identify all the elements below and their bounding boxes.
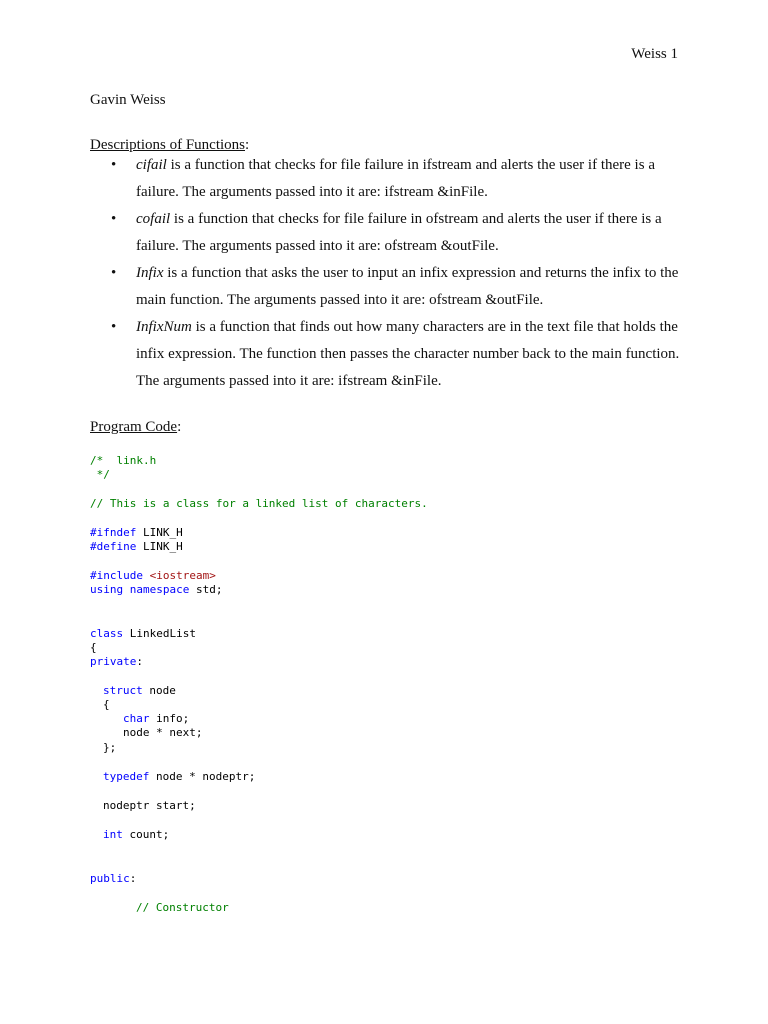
descriptions-heading-colon: : — [245, 137, 250, 153]
code-line — [90, 540, 183, 553]
descriptions-heading-text: Descriptions of Functions — [90, 137, 245, 153]
code-line: // Constructor — [136, 901, 229, 914]
function-description: is a function that finds out how many characters are in the text file that holds the infix expression. The function then passes the character number back to the main function. The arguments passed into it are: ifstream &inFile. — [136, 319, 680, 389]
code-token: LINK_H — [136, 540, 183, 553]
code-line: { — [90, 641, 97, 654]
code-token: struct — [103, 684, 143, 697]
code-line: node * next; — [123, 726, 203, 739]
bullet-icon: • — [111, 211, 117, 227]
code-line — [103, 770, 255, 783]
list-item — [90, 152, 680, 206]
code-line — [103, 684, 176, 697]
code-token: namespace — [129, 583, 190, 596]
code-line — [103, 828, 169, 841]
code-line — [90, 583, 222, 596]
program-code-heading — [90, 419, 181, 436]
code-token: count; — [122, 828, 170, 841]
code-token: #include — [90, 569, 143, 582]
list-item — [90, 260, 680, 314]
code-line — [90, 526, 183, 539]
code-line: { — [103, 698, 110, 711]
code-token: #define — [90, 540, 137, 553]
code-line — [90, 872, 136, 885]
list-item — [90, 314, 680, 395]
code-line: nodeptr start; — [103, 799, 196, 812]
code-token: : — [136, 655, 143, 668]
code-line: */ — [90, 468, 110, 481]
code-token: typedef — [103, 770, 150, 783]
code-token: public — [90, 872, 130, 885]
code-line: }; — [103, 741, 117, 754]
function-description: is a function that checks for file failure in ofstream and alerts the user if there is a failure. The arguments passed into it are: ofstream &outFile. — [136, 211, 662, 254]
code-token: using — [90, 583, 124, 596]
code-line — [90, 569, 216, 582]
bullet-icon: • — [111, 157, 117, 173]
bullet-icon: • — [111, 319, 117, 335]
function-descriptions-list — [90, 152, 680, 395]
function-name: InfixNum — [136, 319, 192, 335]
function-name: Infix — [136, 265, 164, 281]
code-token: LINK_H — [136, 526, 183, 539]
code-token: std; — [189, 583, 223, 596]
code-token: <iostream> — [149, 569, 216, 582]
code-token: class — [90, 627, 124, 640]
program-code-heading-colon: : — [177, 419, 182, 435]
code-token: private — [90, 655, 137, 668]
function-description: is a function that asks the user to input an infix expression and returns the infix to the main function. The arguments passed into it are: ofstream &outFile. — [136, 265, 679, 308]
page-number: Weiss 1 — [631, 46, 678, 62]
code-line: /* link.h — [90, 454, 157, 467]
code-token: node * nodeptr; — [149, 770, 256, 783]
code-token: int — [103, 828, 123, 841]
code-token: : — [129, 872, 137, 885]
code-token: #ifndef — [90, 526, 137, 539]
code-line: // This is a class for a linked list of characters. — [90, 497, 428, 510]
author-name: Gavin Weiss — [90, 92, 166, 108]
function-description: is a function that checks for file failure in ifstream and alerts the user if there is a failure. The arguments passed into it are: ifstream &inFile. — [136, 157, 655, 200]
function-name: cifail — [136, 157, 167, 173]
code-line — [123, 712, 189, 725]
code-line — [90, 627, 196, 640]
code-token: char — [123, 712, 150, 725]
program-code-heading-text: Program Code — [90, 419, 178, 435]
list-item — [90, 206, 680, 260]
bullet-icon: • — [111, 265, 117, 281]
code-token: LinkedList — [123, 627, 196, 640]
code-line — [90, 655, 143, 668]
code-token: node — [142, 684, 176, 697]
code-token: info; — [149, 712, 190, 725]
function-name: cofail — [136, 211, 171, 227]
